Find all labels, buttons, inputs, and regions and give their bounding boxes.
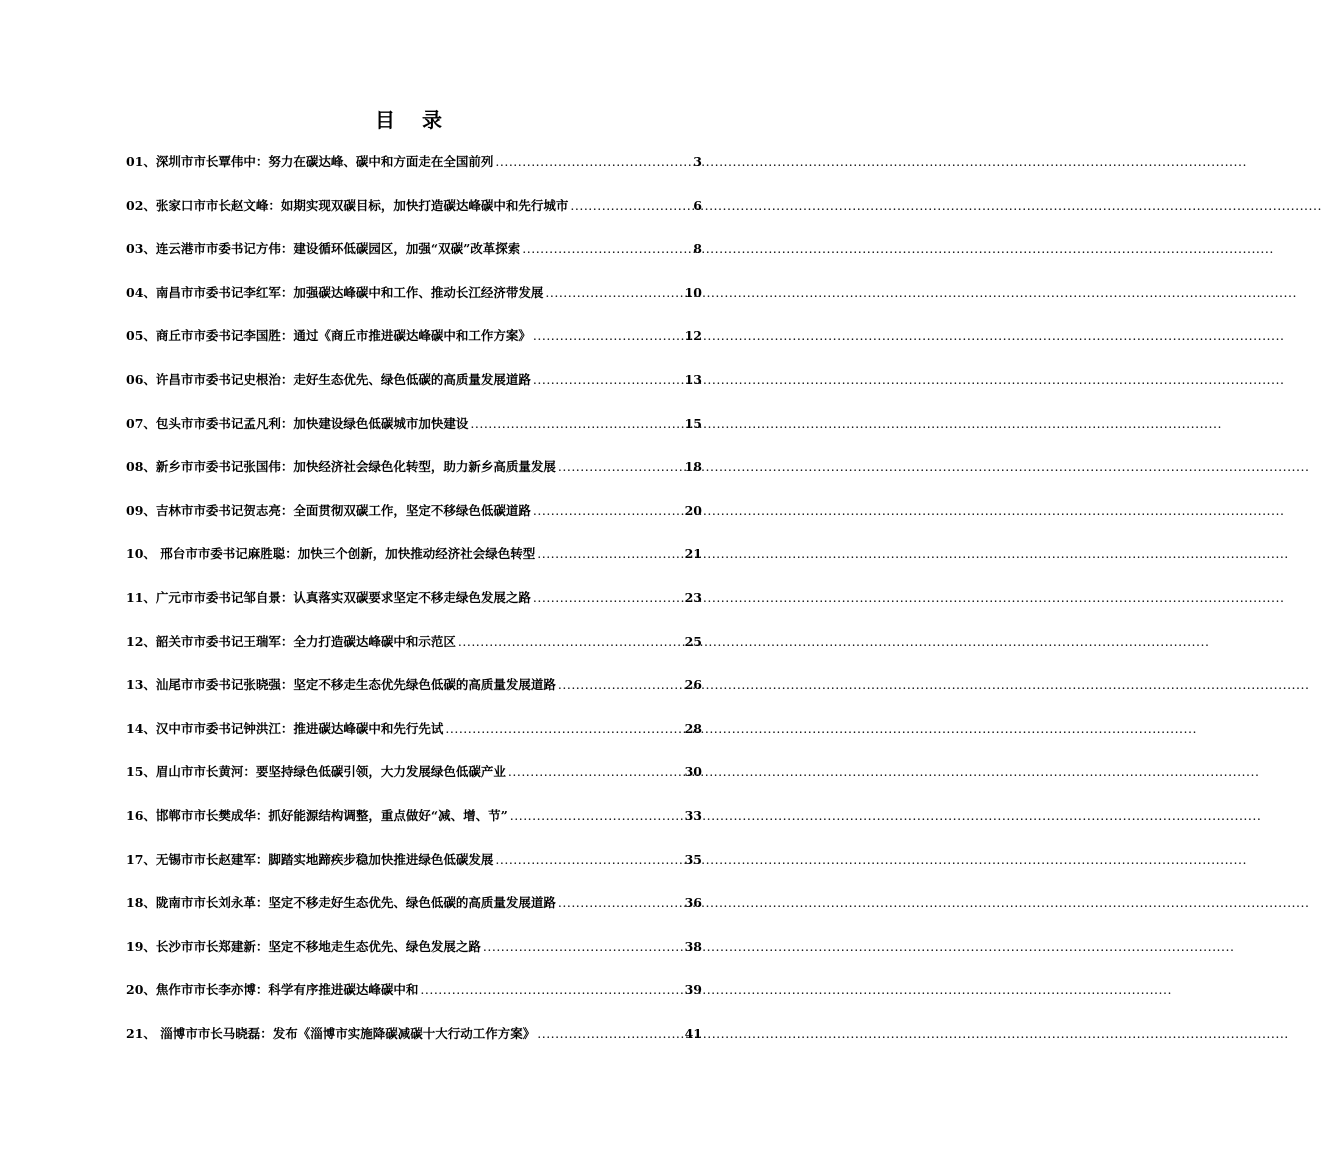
toc-entry-title: 15、眉山市市长黄河：要坚持绿色低碳引领，大力发展绿色低碳产业 (126, 764, 506, 780)
toc-entry-title: 21、 淄博市市长马晓磊：发布《淄博市实施降碳减碳十大行动工作方案》 (126, 1025, 536, 1041)
toc-leader-dots (458, 632, 683, 652)
toc-entry-title: 01、深圳市市长覃伟中：努力在碳达峰、碳中和方面走在全国前列 (126, 154, 494, 169)
toc-page-number: 8 (693, 241, 702, 257)
toc-leader-dots (558, 675, 683, 695)
toc-leader-dots (420, 980, 682, 1000)
toc-entry-title: 08、新乡市市委书记张国伟：加快经济社会绿色化转型，助力新乡高质量发展 (126, 459, 556, 475)
toc-page-number: 39 (684, 982, 702, 998)
toc-page-number: 15 (684, 415, 702, 431)
toc-entry[interactable] (126, 762, 702, 806)
toc-leader-dots (537, 544, 682, 564)
toc-page-number: 3 (693, 154, 702, 169)
toc-leader-dots (510, 806, 683, 826)
page-title: 目 录 (375, 108, 452, 132)
toc-page-number: 35 (684, 851, 702, 867)
toc-entry-title: 11、广元市市委书记邹自景：认真落实双碳要求坚定不移走绿色发展之路 (126, 589, 531, 605)
toc-leader-dots (495, 152, 691, 172)
toc-entry[interactable] (126, 632, 702, 676)
toc-entry-title: 09、吉林市市委书记贺志亮：全面贯彻双碳工作，坚定不移绿色低碳道路 (126, 502, 531, 518)
toc-page-number: 13 (684, 371, 702, 387)
toc-page-number: 26 (684, 677, 702, 693)
toc-entry-title: 13、汕尾市市委书记张晓强：坚定不移走生态优先绿色低碳的高质量发展道路 (126, 677, 556, 693)
toc-entry[interactable] (126, 239, 702, 283)
toc-leader-dots (470, 414, 682, 434)
toc-entry-title: 04、南昌市市委书记李红军：加强碳达峰碳中和工作、推动长江经济带发展 (126, 284, 544, 300)
toc-entry-title: 03、连云港市市委书记方伟：建设循环低碳园区，加强“双碳”改革探索 (126, 241, 521, 257)
toc-entry[interactable] (126, 850, 702, 894)
toc-leader-dots (558, 457, 683, 477)
toc-leader-dots (495, 850, 682, 870)
toc-entry[interactable] (126, 457, 702, 501)
toc-entry[interactable] (126, 980, 702, 1024)
toc-page-number: 36 (684, 895, 702, 911)
toc-entry-title: 10、 邢台市市委书记麻胜聪：加快三个创新，加快推动经济社会绿色转型 (126, 546, 536, 562)
toc-entry-title: 02、张家口市市长赵文峰：如期实现双碳目标，加快打造碳达峰碳中和先行城市 (126, 197, 569, 213)
toc-page-number: 20 (684, 502, 702, 518)
toc-page-number: 30 (684, 764, 702, 780)
toc-entry[interactable] (126, 675, 702, 719)
toc-leader-dots (533, 326, 683, 346)
toc-page-number: 28 (684, 720, 702, 736)
toc-entry-title: 07、包头市市委书记孟凡利：加快建设绿色低碳城市加快建设 (126, 415, 469, 431)
toc-page-number: 21 (684, 546, 702, 562)
toc-entry-title: 12、韶关市市委书记王瑞军：全力打造碳达峰碳中和示范区 (126, 633, 456, 649)
toc-page-number: 38 (684, 938, 702, 954)
toc-entry[interactable] (126, 501, 702, 545)
toc-leader-dots (537, 1024, 682, 1044)
toc-entry-title: 05、商丘市市委书记李国胜：通过《商丘市推进碳达峰碳中和工作方案》 (126, 328, 531, 344)
toc-page-number: 23 (684, 589, 702, 605)
toc-leader-dots (508, 762, 683, 782)
toc-entry[interactable] (126, 326, 702, 370)
toc-entry-title: 20、焦作市市长李亦博：科学有序推进碳达峰碳中和 (126, 982, 419, 998)
toc-leader-dots (533, 501, 683, 521)
toc-entry[interactable] (126, 414, 702, 458)
toc-leader-dots (533, 370, 683, 390)
toc-entry[interactable] (126, 806, 702, 850)
toc-leader-dots (545, 283, 682, 303)
toc-page-number: 33 (684, 807, 702, 823)
toc-entry-title: 18、陇南市市长刘永革：坚定不移走好生态优先、绿色低碳的高质量发展道路 (126, 895, 556, 911)
toc-entry-title: 16、邯郸市市长樊成华：抓好能源结构调整，重点做好“减、增、节” (126, 807, 508, 823)
toc-leader-dots (522, 239, 691, 259)
toc-entry-title: 17、无锡市市长赵建军：脚踏实地蹄疾步稳加快推进绿色低碳发展 (126, 851, 494, 867)
toc-entry[interactable] (126, 196, 702, 240)
toc-list (126, 152, 702, 1067)
toc-leader-dots (533, 588, 683, 608)
toc-leader-dots (445, 719, 682, 739)
toc-leader-dots (570, 196, 691, 216)
toc-page-number: 18 (684, 459, 702, 475)
toc-entry[interactable] (126, 719, 702, 763)
toc-page-number: 41 (684, 1025, 702, 1041)
toc-page-number: 12 (684, 328, 702, 344)
toc-entry[interactable] (126, 893, 702, 937)
toc-page-number: 6 (693, 197, 702, 213)
toc-leader-dots (558, 893, 683, 913)
toc-entry[interactable] (126, 283, 702, 327)
toc-page-number: 25 (684, 633, 702, 649)
toc-page-number: 10 (684, 284, 702, 300)
toc-entry-title: 19、长沙市市长郑建新：坚定不移地走生态优先、绿色发展之路 (126, 938, 481, 954)
toc-entry[interactable] (126, 544, 702, 588)
toc-entry-title: 06、许昌市市委书记史根治：走好生态优先、绿色低碳的高质量发展道路 (126, 371, 531, 387)
toc-leader-dots (483, 937, 683, 957)
toc-entry[interactable] (126, 152, 702, 196)
toc-entry[interactable] (126, 370, 702, 414)
toc-entry[interactable] (126, 588, 702, 632)
toc-entry[interactable] (126, 937, 702, 981)
toc-entry-title: 14、汉中市市委书记钟洪江：推进碳达峰碳中和先行先试 (126, 720, 444, 736)
toc-entry[interactable] (126, 1024, 702, 1068)
